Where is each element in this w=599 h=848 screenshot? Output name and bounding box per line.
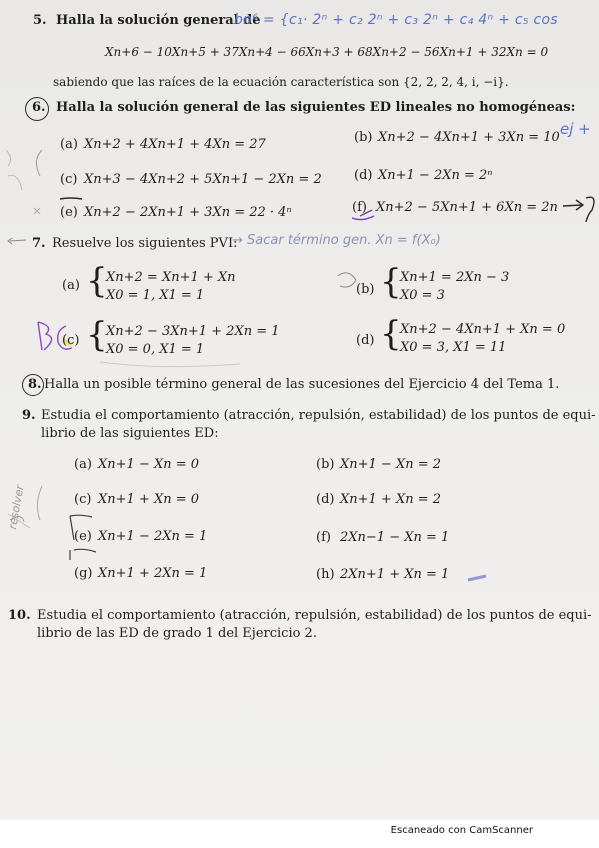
problem-6b-equation: Xn+2 − 4Xn+1 + 3Xn = 10: [378, 130, 560, 145]
problem-7c-label: (c): [62, 333, 80, 348]
problem-9-handwritten-side-note: resolver: [6, 484, 27, 531]
problem-7b-brace: {: [380, 262, 402, 302]
problem-9c-label: (c): [74, 492, 92, 507]
problem-10-number: 10.: [8, 608, 31, 623]
problem-7b-initial: X0 = 3: [400, 288, 445, 303]
problem-9f-label: (f): [316, 530, 331, 545]
problem-7c-brace: {: [86, 315, 108, 355]
problem-9-statement-line1: Estudia el comportamiento (atracción, repulsión, estabilidad) de los puntos de equi-: [41, 408, 596, 423]
problem-6a-label: (a): [60, 137, 78, 152]
problem-9f-equation: 2Xn−1 − Xn = 1: [340, 530, 450, 545]
problem-7a-initial: X0 = 1, X1 = 1: [106, 288, 205, 303]
problem-6c-equation: Xn+3 − 4Xn+2 + 5Xn+1 − 2Xn = 2: [84, 172, 322, 187]
problem-5-number: 5.: [33, 13, 47, 28]
problem-7-number: 7.: [32, 236, 46, 251]
problem-6f-equation: Xn+2 − 5Xn+1 + 6Xn = 2n: [376, 200, 558, 215]
problem-9a-equation: Xn+1 − Xn = 0: [98, 457, 200, 472]
problem-6f-label: (f): [352, 200, 367, 215]
problem-7b-equation: Xn+1 = 2Xn − 3: [400, 270, 510, 285]
problem-9-number: 9.: [22, 408, 36, 423]
problem-7d-equation: Xn+2 − 4Xn+1 + Xn = 0: [400, 322, 566, 337]
problem-7d-brace: {: [380, 314, 402, 354]
scanner-watermark: Escaneado con CamScanner: [390, 825, 533, 836]
problem-7a-label: (a): [62, 278, 80, 293]
problem-8-statement: Halla un posible término general de las sucesiones del Ejercicio 4 del Tema 1.: [44, 377, 560, 392]
problem-6-statement: Halla la solución general de las siguientes ED lineales no homogéneas:: [56, 100, 576, 115]
problem-9g-equation: Xn+1 + 2Xn = 1: [98, 566, 208, 581]
problem-9h-equation: 2Xn+1 + Xn = 1: [340, 567, 450, 582]
problem-7c-equation: Xn+2 − 3Xn+1 + 2Xn = 1: [106, 324, 280, 339]
problem-9e-equation: Xn+1 − 2Xn = 1: [98, 529, 208, 544]
problem-5-equation: Xn+6 − 10Xn+5 + 37Xn+4 − 66Xn+3 + 68Xn+2 − 56Xn+1 + 32Xn = 0: [105, 45, 549, 59]
problem-9c-equation: Xn+1 + Xn = 0: [98, 492, 200, 507]
problem-9b-label: (b): [316, 457, 335, 472]
problem-7-handwritten-note: → Sacar término gen. Xn = f(X₀): [232, 233, 441, 248]
problem-9h-label: (h): [316, 567, 335, 582]
problem-7d-label: (d): [356, 333, 375, 348]
problem-9d-label: (d): [316, 492, 335, 507]
problem-7b-label: (b): [356, 282, 375, 297]
problem-7-statement: Resuelve los siguientes PVI:: [52, 236, 238, 251]
problem-6e-equation: Xn+2 − 2Xn+1 + 3Xn = 22 · 4ⁿ: [84, 205, 292, 220]
problem-6b-label: (b): [354, 130, 373, 145]
problem-9-statement-line2: librio de las siguientes ED:: [41, 426, 219, 441]
problem-10-statement-line1: Estudia el comportamiento (atracción, repulsión, estabilidad) de los puntos de equi-: [37, 608, 592, 623]
problem-7a-brace: {: [86, 261, 108, 301]
problem-5-roots: sabiendo que las raíces de la ecuación característica son {2, 2, 2, 4, i, −i}.: [53, 75, 509, 89]
problem-9a-label: (a): [74, 457, 92, 472]
problem-6-number: 6.: [32, 100, 46, 115]
problem-6a-equation: Xn+2 + 4Xn+1 + 4Xn = 27: [84, 137, 266, 152]
problem-6e-label: (e): [60, 205, 78, 220]
problem-6d-equation: Xn+1 − 2Xn = 2ⁿ: [378, 168, 493, 183]
problem-9e-label: (e): [74, 529, 92, 544]
problem-6b-handwritten-note: ej +: [560, 120, 591, 138]
footer-bar: [0, 820, 599, 848]
problem-10-statement-line2: librio de las ED de grado 1 del Ejercicio 2.: [37, 626, 317, 641]
problem-5-statement: Halla la solución general de: [56, 13, 261, 28]
problem-5-handwritten-note: bn⁶ = {c₁· 2ⁿ + c₂ 2ⁿ + c₃ 2ⁿ + c₄ 4ⁿ + c₅ cos: [234, 12, 559, 28]
problem-8-number: 8.: [28, 377, 42, 392]
problem-6d-label: (d): [354, 168, 373, 183]
problem-9b-equation: Xn+1 − Xn = 2: [340, 457, 442, 472]
problem-7c-initial: X0 = 0, X1 = 1: [106, 342, 205, 357]
problem-6c-label: (c): [60, 172, 78, 187]
problem-9d-equation: Xn+1 + Xn = 2: [340, 492, 442, 507]
problem-7a-equation: Xn+2 = Xn+1 + Xn: [106, 270, 236, 285]
problem-9g-label: (g): [74, 566, 93, 581]
problem-7d-initial: X0 = 3, X1 = 11: [400, 340, 507, 355]
